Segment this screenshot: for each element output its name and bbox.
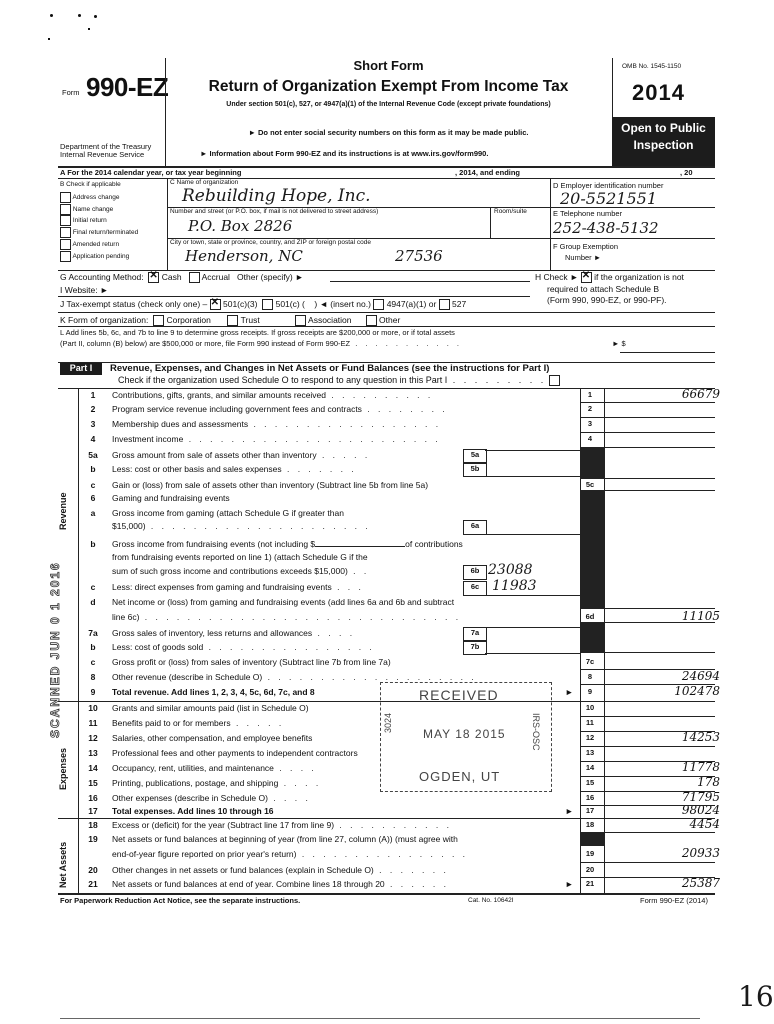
line-6: 6 Gaming and fundraising events	[90, 493, 230, 503]
line-17-value[interactable]: 98024	[681, 803, 720, 817]
line-8-value[interactable]: 24694	[681, 669, 720, 683]
part-1-tag: Part I	[60, 363, 102, 375]
box-7a: 7a	[463, 627, 487, 641]
form-number: 990-EZ	[86, 72, 169, 102]
line-a-mid: , 2014, and ending	[455, 168, 521, 177]
line-9: 9 Total revenue. Add lines 1, 2, 3, 4, 5c, 6d, 7c, and 8 ► 9 102478	[90, 684, 720, 698]
line-6d-value[interactable]: 11105	[681, 609, 720, 623]
box-5b: 5b	[463, 463, 487, 477]
part-1-check: Check if the organization used Schedule O to respond to any question in this Part I . . . . . . . . .	[118, 375, 560, 386]
open-public-banner: Open to Public Inspection	[621, 121, 706, 152]
other-checkbox[interactable]	[366, 315, 377, 326]
footer-notice: For Paperwork Reduction Act Notice, see the separate instructions.	[60, 896, 301, 905]
line-6b-value[interactable]: 23088	[488, 562, 533, 578]
line-5a: 5a Gross amount from sale of assets other than inventory . . . . .	[88, 450, 371, 460]
footer-form: Form 990-EZ (2014)	[640, 896, 708, 905]
notice-info: ► Information about Form 990-EZ and its instructions is at www.irs.gov/form990.	[200, 149, 489, 158]
line-6a-1: a Gross income from gaming (attach Schedule G if greater than	[90, 508, 344, 518]
form-prefix: Form	[62, 88, 80, 97]
cash-checkbox[interactable]	[148, 272, 159, 283]
line-10: 10 Grants and similar amounts paid (list in Schedule O) 10	[88, 703, 595, 713]
box-6a: 6a	[463, 520, 487, 535]
option-application-pending[interactable]: Application pending	[60, 251, 138, 263]
line-4: 4 Investment income . . . . . . . . . . . . . . . . . . . . . . . . 4	[90, 434, 593, 444]
schedule-b-checkbox[interactable]	[581, 272, 592, 283]
tax-exempt-status: J Tax-exempt status (check only one) – ✕ 501(c)(3) 501(c) ( ) ◄ (insert no.) 4947(a)(1) or 527	[60, 299, 466, 310]
line-18-value[interactable]: 4454	[689, 817, 720, 831]
501c-checkbox[interactable]	[262, 299, 273, 310]
line-5c: c Gain or (loss) from sale of assets other than inventory (Subtract line 5b from line 5a) 5c	[90, 480, 595, 490]
accrual-checkbox[interactable]	[189, 272, 200, 283]
line-3: 3 Membership dues and assessments . . . . . . . . . . . . . . . . . . 3	[90, 419, 593, 429]
line-15-value[interactable]: 178	[697, 775, 720, 789]
line-7b: b Less: cost of goods sold . . . . . . . . . . . . . . . .	[90, 642, 375, 652]
box-5a: 5a	[463, 449, 487, 463]
street-address[interactable]: P.O. Box 2826	[188, 217, 293, 235]
option-name-change[interactable]: Name change	[60, 204, 138, 216]
box-6b: 6b	[463, 565, 487, 580]
line-21-value[interactable]: 25387	[681, 876, 720, 890]
line-l-dollar: ► $	[612, 339, 626, 348]
line-12-value[interactable]: 14253	[681, 730, 720, 744]
ein-label: D Employer identification number	[553, 181, 664, 190]
line-6b-2: from fundraising events reported on line 1) (attach Schedule G if the	[112, 552, 368, 562]
line-6b-1: b Gross income from fundraising events (not including $ of contributions	[90, 539, 463, 549]
form-title: Return of Organization Exempt From Income Tax	[208, 78, 569, 95]
line-6c: c Less: direct expenses from gaming and fundraising events . . .	[90, 582, 364, 592]
side-net-assets: Net Assets	[58, 841, 68, 888]
ein-value[interactable]: 20-5521551	[560, 189, 658, 208]
line-16: 16 Other expenses (describe in Schedule O) . . . . 16 71795	[88, 790, 720, 804]
org-name[interactable]: Rebuilding Hope, Inc.	[182, 186, 371, 206]
line-9-value[interactable]: 102478	[674, 684, 720, 698]
section-b-options	[60, 192, 138, 262]
line-11: 11 Benefits paid to or for members . . . . . 11	[88, 718, 594, 728]
schedule-o-checkbox[interactable]	[549, 375, 560, 386]
line-20: 20 Other changes in net assets or fund balances (explain in Schedule O) . . . . . . . 20	[88, 865, 595, 875]
line-17: 17 Total expenses. Add lines 10 through 16 ► 17 98024	[88, 803, 720, 817]
line-l-2: (Part II, column (B) below) are $500,000 or more, file Form 990 instead of Form 990-EZ . . . . . . . . . . .	[60, 339, 462, 348]
org-name-label: C Name of organization	[170, 179, 239, 186]
received-stamp: RECEIVED MAY 18 2015 OGDEN, UT 3024 IRS-OSC	[380, 682, 552, 792]
side-expenses: Expenses	[58, 747, 68, 790]
corporation-checkbox[interactable]	[153, 315, 164, 326]
association-checkbox[interactable]	[295, 315, 306, 326]
4947-checkbox[interactable]	[373, 299, 384, 310]
side-revenue: Revenue	[58, 492, 68, 530]
scanned-stamp: SCANNED JUN 0 1 2016	[48, 561, 62, 738]
option-final-return[interactable]: Final return/terminated	[60, 227, 138, 239]
page-number: 16	[738, 980, 774, 1013]
line-15: 15 Printing, publications, postage, and shipping . . . . 15 178	[88, 775, 720, 789]
line-l-1: L Add lines 5b, 6c, and 7b to line 9 to determine gross receipts. If gross receipts are $200,000 or more, or if total assets	[60, 328, 455, 337]
line-6c-value[interactable]: 11983	[492, 578, 537, 594]
line-14-value[interactable]: 11778	[681, 760, 720, 774]
line-19-2: end-of-year figure reported on prior year's return) . . . . . . . . . . . . . . . . 19 20933	[112, 846, 720, 860]
line-6a-2: $15,000) . . . . . . . . . . . . . . . . . . . . .	[112, 521, 371, 531]
tax-year: 2014	[632, 80, 685, 105]
line-6d-1: d Net income or (loss) from gaming and fundraising events (add lines 6a and 6b and subtract	[90, 597, 455, 607]
line-7c: c Gross profit or (loss) from sales of inventory (Subtract line 7b from line 7a) 7c	[90, 657, 595, 667]
room-label: Room/suite	[494, 208, 527, 215]
department: Department of the Treasury Internal Revenue Service	[60, 142, 152, 159]
line-2: 2 Program service revenue including government fees and contracts . . . . . . . . 2	[90, 404, 593, 414]
phone-value[interactable]: 252-438-5132	[553, 219, 659, 237]
zip-code[interactable]: 27536	[395, 247, 443, 265]
line-6b-3: sum of such gross income and contributions exceeds $15,000) . .	[112, 566, 370, 576]
website-label: I Website: ►	[60, 285, 109, 295]
line-a-end: , 20	[680, 168, 693, 177]
line-18: 18 Excess or (deficit) for the year (Subtract line 17 from line 9) . . . . . . . . . . . 18 4454	[88, 817, 720, 831]
notice-ssn: ► Do not enter social security numbers on this form as it may be made public.	[248, 128, 529, 137]
line-5b: b Less: cost or other basis and sales expenses . . . . . . .	[90, 464, 357, 474]
line-13: 13 Professional fees and other payments to independent contractors 13	[88, 748, 595, 758]
line-6d-2: line 6c) . . . . . . . . . . . . . . . . . . . . . . . . . . . . . . 6d 11105	[112, 609, 720, 623]
527-checkbox[interactable]	[439, 299, 450, 310]
line-1-value[interactable]: 66679	[681, 387, 720, 401]
group-exemption-label: F Group Exemption	[553, 242, 619, 251]
option-address-change[interactable]: Address change	[60, 192, 138, 204]
catalog-number: Cat. No. 10642I	[468, 897, 514, 904]
form-of-organization: K Form of organization: Corporation Trust Association Other	[60, 315, 401, 325]
line-21: 21 Net assets or fund balances at end of year. Combine lines 18 through 20 . . . . . . ► 21 25387	[88, 876, 720, 890]
line-12: 12 Salaries, other compensation, and employee benefits 12 14253	[88, 730, 720, 744]
omb-number: OMB No. 1545-1150	[622, 63, 682, 70]
501c3-checkbox[interactable]	[210, 299, 221, 310]
line-19-value[interactable]: 20933	[681, 846, 720, 860]
line-a-label: A For the 2014 calendar year, or tax year beginning	[60, 168, 242, 177]
trust-checkbox[interactable]	[227, 315, 238, 326]
group-exemption-number: Number ►	[565, 253, 602, 262]
accounting-method: G Accounting Method: ✕ Cash Accrual Other (specify) ►	[60, 272, 304, 283]
line-h: H Check ► ✕ if the organization is not required to attach Schedule B (Form 990, 990-EZ, or 990-PF).	[535, 272, 684, 307]
line-1: 1 Contributions, gifts, grants, and similar amounts received . . . . . . . . . . 1 66679	[90, 387, 720, 401]
option-initial-return[interactable]: Initial return	[60, 215, 138, 227]
box-7b: 7b	[463, 641, 487, 655]
option-amended-return[interactable]: Amended return	[60, 239, 138, 251]
form-subtitle: Under section 501(c), 527, or 4947(a)(1) of the Internal Revenue Code (except private foundations)	[226, 101, 551, 108]
phone-label: E Telephone number	[553, 209, 623, 218]
line-19-1: 19 Net assets or fund balances at beginning of year (from line 27, column (A)) (must agree with	[88, 834, 458, 844]
part-1-title: Revenue, Expenses, and Changes in Net Assets or Fund Balances (see the instructions for Part I)	[110, 363, 550, 374]
city-state[interactable]: Henderson, NC	[185, 247, 303, 265]
line-7a: 7a Gross sales of inventory, less returns and allowances . . . .	[88, 628, 356, 638]
box-6c: 6c	[463, 581, 487, 596]
line-16-value[interactable]: 71795	[681, 790, 720, 804]
line-14: 14 Occupancy, rent, utilities, and maintenance . . . . 14 11778	[88, 760, 720, 774]
city-label: City or town, state or province, country, and ZIP or foreign postal code	[170, 239, 371, 246]
line-8: 8 Other revenue (describe in Schedule O) . . . . . . . . . . . . . . . . . . . . 8 24694	[90, 669, 720, 683]
section-b-label: B Check if applicable	[60, 181, 121, 188]
short-form: Short Form	[353, 58, 424, 73]
street-label: Number and street (or P.O. box, if mail is not delivered to street address)	[170, 208, 379, 215]
